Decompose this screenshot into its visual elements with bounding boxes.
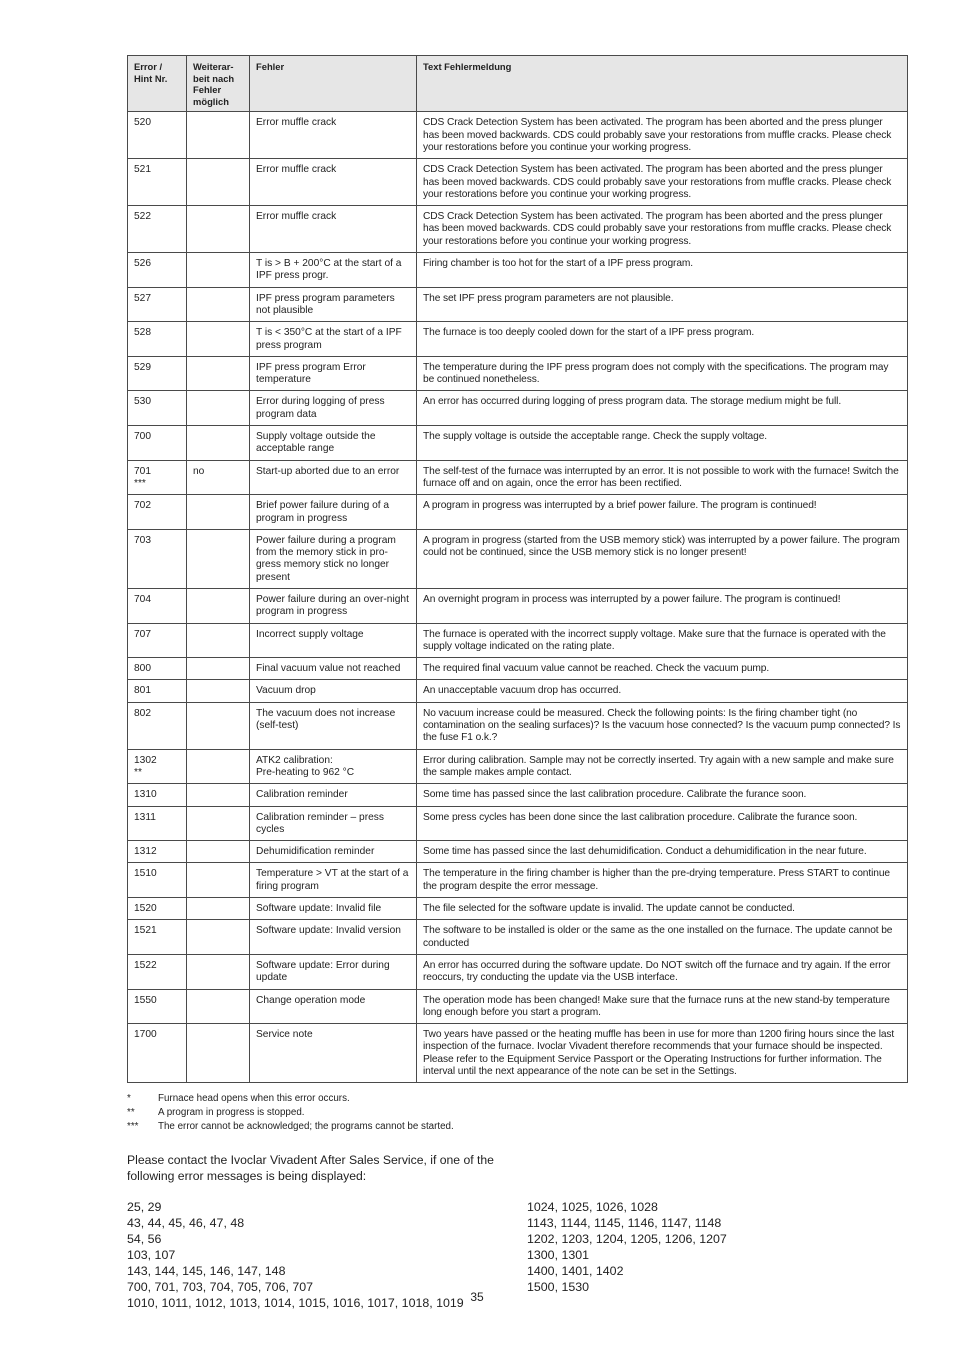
cell-text: The furnace is operated with the incorrect supply voltage. Make sure that the furnace is operated with the supply voltage indicated on the rating plate. xyxy=(417,623,908,658)
cell-error-nr: 1550 xyxy=(128,989,187,1024)
header-weiterarbeit: Weiterar-beit nach Fehler möglich xyxy=(187,56,250,112)
cell-text: The operation mode has been changed! Make sure that the furnace runs at the new stand-by temperature long enough before you start a program. xyxy=(417,989,908,1024)
cell-text: CDS Crack Detection System has been activated. The program has been aborted and the press plunger has been moved backwards. CDS could probably save your restorations from muffle cracks. Please check your restorations before you continue your working progress. xyxy=(417,112,908,159)
table-row xyxy=(128,391,908,426)
error-code-line: 1300, 1301 xyxy=(527,1248,590,1263)
cell-error-nr: 703 xyxy=(128,529,187,588)
table-row xyxy=(128,841,908,863)
contact-text: Please contact the Ivoclar Vivadent After Sales Service, if one of the following error messages is being displayed: xyxy=(127,1153,494,1184)
cell-weiterarbeit xyxy=(187,391,250,426)
cell-text: Some time has passed since the last calibration procedure. Calibrate the furance soon. xyxy=(417,784,908,806)
cell-error-nr: 704 xyxy=(128,588,187,623)
table-row xyxy=(128,806,908,841)
table-row xyxy=(128,112,908,159)
cell-text: The self-test of the furnace was interrupted by an error. It is not possible to work with the furnace! Switch the furnace off and on again, once the error has been rectified. xyxy=(417,460,908,495)
cell-error-nr: 528 xyxy=(128,322,187,357)
cell-weiterarbeit xyxy=(187,588,250,623)
cell-error-nr: 700 xyxy=(128,426,187,461)
cell-fehler: Power failure during an over-night program in progress xyxy=(250,588,417,623)
cell-weiterarbeit xyxy=(187,623,250,658)
cell-text: Some time has passed since the last dehumidification. Conduct a dehumidification in the near future. xyxy=(417,841,908,863)
cell-fehler: Dehumidification reminder xyxy=(250,841,417,863)
cell-fehler: Service note xyxy=(250,1024,417,1083)
table-row xyxy=(128,784,908,806)
cell-fehler: IPF press program Error temperature xyxy=(250,356,417,391)
cell-weiterarbeit xyxy=(187,749,250,784)
cell-weiterarbeit xyxy=(187,954,250,989)
cell-error-nr: 801 xyxy=(128,680,187,702)
error-code-line: 103, 107 xyxy=(127,1248,176,1263)
table-row xyxy=(128,1024,908,1083)
cell-fehler: T is < 350°C at the start of a IPF press program xyxy=(250,322,417,357)
table-row xyxy=(128,680,908,702)
header-fehler: Fehler xyxy=(250,56,417,112)
page-number: 35 xyxy=(470,1290,484,1304)
cell-error-nr: 702 xyxy=(128,495,187,530)
cell-weiterarbeit xyxy=(187,702,250,749)
cell-error-nr: 1312 xyxy=(128,841,187,863)
error-code-line: 25, 29 xyxy=(127,1200,162,1215)
cell-error-nr: 1302 ** xyxy=(128,749,187,784)
cell-fehler: Software update: Error during update xyxy=(250,954,417,989)
table-row xyxy=(128,658,908,680)
cell-error-nr: 1521 xyxy=(128,920,187,955)
cell-error-nr: 1311 xyxy=(128,806,187,841)
cell-error-nr: 1522 xyxy=(128,954,187,989)
cell-weiterarbeit xyxy=(187,356,250,391)
cell-fehler: Power failure during a program from the memory stick in pro-gress memory stick no longer present xyxy=(250,529,417,588)
table-row xyxy=(128,954,908,989)
cell-fehler: Software update: Invalid version xyxy=(250,920,417,955)
footnote xyxy=(127,1092,907,1106)
cell-fehler: IPF press program parameters not plausible xyxy=(250,287,417,322)
cell-text: The temperature during the IPF press program does not comply with the specifications. The program may be continued nonetheless. xyxy=(417,356,908,391)
cell-weiterarbeit xyxy=(187,287,250,322)
error-code-line: 1010, 1011, 1012, 1013, 1014, 1015, 1016, 1017, 1018, 1019 xyxy=(127,1296,464,1311)
cell-weiterarbeit xyxy=(187,863,250,898)
cell-text: CDS Crack Detection System has been activated. The program has been aborted and the press plunger has been moved backwards. CDS could probably save your restorations from muffle cracks. Please check your restorations before you continue your working progress. xyxy=(417,206,908,253)
table-row xyxy=(128,495,908,530)
cell-fehler: Change operation mode xyxy=(250,989,417,1024)
footnote-mark: ** xyxy=(127,1107,135,1119)
cell-weiterarbeit xyxy=(187,658,250,680)
cell-fehler: Software update: Invalid file xyxy=(250,898,417,920)
cell-text: The temperature in the firing chamber is higher than the pre-drying temperature. Press START to continue the program despite the error message. xyxy=(417,863,908,898)
cell-fehler: Incorrect supply voltage xyxy=(250,623,417,658)
table-row xyxy=(128,623,908,658)
footnote xyxy=(127,1106,907,1120)
cell-text: An unacceptable vacuum drop has occurred. xyxy=(417,680,908,702)
cell-text: A program in progress was interrupted by a brief power failure. The program is continued! xyxy=(417,495,908,530)
cell-error-nr: 1310 xyxy=(128,784,187,806)
error-code-line: 700, 701, 703, 704, 705, 706, 707 xyxy=(127,1280,314,1295)
footnote-mark: *** xyxy=(127,1121,139,1133)
cell-weiterarbeit xyxy=(187,898,250,920)
cell-text: The supply voltage is outside the acceptable range. Check the supply voltage. xyxy=(417,426,908,461)
cell-fehler: Start-up aborted due to an error xyxy=(250,460,417,495)
error-code-line: 43, 44, 45, 46, 47, 48 xyxy=(127,1216,245,1231)
cell-text: An error has occurred during logging of press program data. The storage medium might be full. xyxy=(417,391,908,426)
cell-error-nr: 527 xyxy=(128,287,187,322)
table-row xyxy=(128,206,908,253)
footnotes xyxy=(127,1092,907,1134)
cell-error-nr: 522 xyxy=(128,206,187,253)
table-row xyxy=(128,322,908,357)
cell-error-nr: 530 xyxy=(128,391,187,426)
cell-text: A program in progress (started from the USB memory stick) was interrupted by a power failure. The program could not be continued, since the USB memory stick is no longer present! xyxy=(417,529,908,588)
cell-fehler: Error muffle crack xyxy=(250,206,417,253)
cell-fehler: Brief power failure during of a program in progress xyxy=(250,495,417,530)
cell-weiterarbeit xyxy=(187,680,250,702)
cell-weiterarbeit xyxy=(187,529,250,588)
table-row xyxy=(128,426,908,461)
cell-fehler: The vacuum does not increase (self-test) xyxy=(250,702,417,749)
table-row xyxy=(128,863,908,898)
cell-text: The file selected for the software update is invalid. The update cannot be conducted. xyxy=(417,898,908,920)
cell-text: The furnace is too deeply cooled down for the start of a IPF press program. xyxy=(417,322,908,357)
table-row xyxy=(128,356,908,391)
cell-fehler: Error during logging of press program data xyxy=(250,391,417,426)
cell-text: The set IPF press program parameters are not plausible. xyxy=(417,287,908,322)
cell-fehler: Supply voltage outside the acceptable range xyxy=(250,426,417,461)
error-code-line: 1143, 1144, 1145, 1146, 1147, 1148 xyxy=(527,1216,722,1231)
cell-error-nr: 1700 xyxy=(128,1024,187,1083)
cell-text: Some press cycles has been done since the last calibration procedure. Calibrate the furance soon. xyxy=(417,806,908,841)
cell-fehler: Temperature > VT at the start of a firing program xyxy=(250,863,417,898)
table-header-row xyxy=(128,56,908,112)
cell-weiterarbeit xyxy=(187,1024,250,1083)
cell-error-nr: 701 *** xyxy=(128,460,187,495)
cell-weiterarbeit xyxy=(187,426,250,461)
error-code-line: 54, 56 xyxy=(127,1232,162,1247)
page-content xyxy=(127,55,907,1311)
cell-error-nr: 800 xyxy=(128,658,187,680)
cell-weiterarbeit xyxy=(187,322,250,357)
cell-fehler: T is > B + 200°C at the start of a IPF press progr. xyxy=(250,253,417,288)
cell-fehler: ATK2 calibration: Pre-heating to 962 °C xyxy=(250,749,417,784)
cell-fehler: Calibration reminder xyxy=(250,784,417,806)
cell-error-nr: 526 xyxy=(128,253,187,288)
cell-text: Error during calibration. Sample may not be correctly inserted. Try again with a new sample and make sure the sample makes ample contact. xyxy=(417,749,908,784)
table-row xyxy=(128,253,908,288)
table-row xyxy=(128,588,908,623)
cell-error-nr: 1510 xyxy=(128,863,187,898)
cell-error-nr: 707 xyxy=(128,623,187,658)
cell-weiterarbeit xyxy=(187,206,250,253)
table-row xyxy=(128,920,908,955)
error-code-line: 1400, 1401, 1402 xyxy=(527,1264,624,1279)
error-code-line: 1024, 1025, 1026, 1028 xyxy=(527,1200,658,1215)
cell-text: The software to be installed is older or the same as the one installed on the furnace. The update cannot be conducted xyxy=(417,920,908,955)
cell-fehler: Final vacuum value not reached xyxy=(250,658,417,680)
cell-text: No vacuum increase could be measured. Check the following points: Is the firing chamber tight (no contamination on the sealing surfaces)? Is the vacuum hose connected? Is the vacuum pump connected? Is the fuse F1 o.k.? xyxy=(417,702,908,749)
cell-text: An error has occurred during the software update. Do NOT switch off the furnace and try again. If the error reoccurs, try conducting the update via the USB interface. xyxy=(417,954,908,989)
cell-text: Firing chamber is too hot for the start of a IPF press program. xyxy=(417,253,908,288)
table-row xyxy=(128,287,908,322)
cell-text: An overnight program in process was interrupted by a power failure. The program is continued! xyxy=(417,588,908,623)
cell-fehler: Calibration reminder – press cycles xyxy=(250,806,417,841)
error-code-line: 1500, 1530 xyxy=(527,1280,590,1295)
cell-weiterarbeit xyxy=(187,253,250,288)
cell-error-nr: 1520 xyxy=(128,898,187,920)
footnote-text: The error cannot be acknowledged; the programs cannot be started. xyxy=(158,1121,454,1133)
cell-error-nr: 521 xyxy=(128,159,187,206)
cell-text: CDS Crack Detection System has been activated. The program has been aborted and the press plunger has been moved backwards. CDS could probably save your restorations from muffle cracks. Please check your restorations before you continue your working progress. xyxy=(417,159,908,206)
table-row xyxy=(128,460,908,495)
footnote xyxy=(127,1120,907,1134)
cell-weiterarbeit xyxy=(187,920,250,955)
table-row xyxy=(128,702,908,749)
cell-error-nr: 529 xyxy=(128,356,187,391)
error-table xyxy=(127,55,908,1083)
error-code-line: 143, 144, 145, 146, 147, 148 xyxy=(127,1264,286,1279)
table-row xyxy=(128,749,908,784)
table-row xyxy=(128,159,908,206)
cell-weiterarbeit xyxy=(187,159,250,206)
footnote-text: A program in progress is stopped. xyxy=(158,1107,305,1119)
table-row xyxy=(128,529,908,588)
cell-weiterarbeit: no xyxy=(187,460,250,495)
header-text: Text Fehlermeldung xyxy=(417,56,908,112)
cell-weiterarbeit xyxy=(187,806,250,841)
footnote-text: Furnace head opens when this error occurs. xyxy=(158,1093,350,1105)
footnote-mark: * xyxy=(127,1093,131,1105)
cell-weiterarbeit xyxy=(187,112,250,159)
cell-fehler: Error muffle crack xyxy=(250,159,417,206)
error-code-line: 1202, 1203, 1204, 1205, 1206, 1207 xyxy=(527,1232,727,1247)
cell-text: Two years have passed or the heating muffle has been in use for more than 1200 firing hours since the last inspection of the furnace. Ivoclar Vivadent therefore recommends that your furnace should be inspected. Please refer to the Equipment Service Passport or the Operating Instructions for further information. The interval until the next appearance of the note can be set in the Settings. xyxy=(417,1024,908,1083)
cell-weiterarbeit xyxy=(187,989,250,1024)
table-row xyxy=(128,989,908,1024)
cell-weiterarbeit xyxy=(187,784,250,806)
table-body xyxy=(128,112,908,1083)
cell-weiterarbeit xyxy=(187,495,250,530)
cell-weiterarbeit xyxy=(187,841,250,863)
cell-text: The required final vacuum value cannot be reached. Check the vacuum pump. xyxy=(417,658,908,680)
table-row xyxy=(128,898,908,920)
header-error-nr: Error / Hint Nr. xyxy=(128,56,187,112)
cell-error-nr: 520 xyxy=(128,112,187,159)
cell-error-nr: 802 xyxy=(128,702,187,749)
cell-fehler: Vacuum drop xyxy=(250,680,417,702)
cell-fehler: Error muffle crack xyxy=(250,112,417,159)
